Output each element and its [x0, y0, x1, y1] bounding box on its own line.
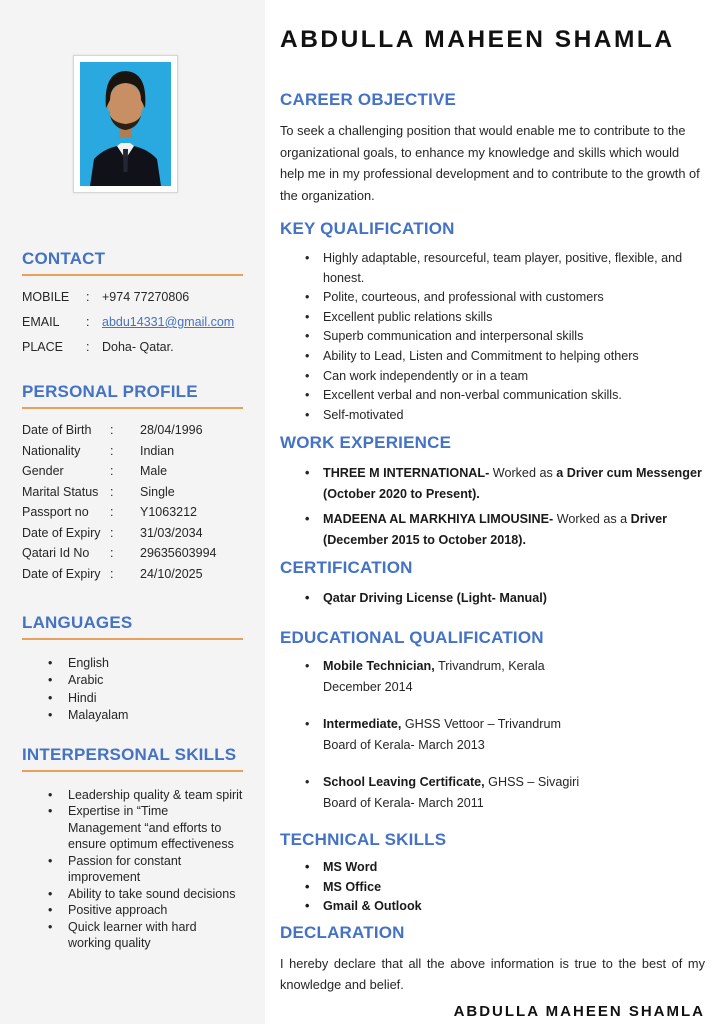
profile-value: 31/03/2034	[140, 525, 203, 540]
contact-heading: CONTACT	[22, 249, 243, 276]
profile-label: Nationality	[22, 443, 81, 458]
profile-row	[22, 424, 243, 437]
company-name: THREE M INTERNATIONAL-	[323, 466, 490, 481]
technical-skill-item: • Gmail & Outlook	[280, 897, 705, 917]
job-role: a Driver cum Messenger	[556, 466, 702, 481]
signature-name: ABDULLA MAHEEN SHAMLA	[453, 1002, 705, 1020]
work-experience-item	[280, 509, 705, 550]
profile-label: Date of Expiry	[22, 566, 101, 581]
contact-value-mobile: +974 77270806	[102, 290, 190, 304]
interpersonal-skill-item: • Leadership quality & team spirit	[22, 787, 243, 804]
work-connector: Worked as a	[556, 512, 628, 527]
profile-label: Date of Expiry	[22, 525, 101, 540]
job-period: (October 2020 to Present).	[323, 486, 480, 501]
work-experience-heading: WORK EXPERIENCE	[280, 433, 452, 453]
colon: :	[110, 484, 114, 499]
profile-row	[22, 527, 243, 540]
contact-row	[22, 341, 243, 354]
interpersonal-skills-heading: INTERPERSONAL SKILLS	[22, 745, 243, 772]
education-line2: Board of Kerala- March 2013	[323, 737, 485, 752]
colon: :	[86, 315, 90, 329]
contact-label: MOBILE	[22, 290, 70, 304]
colon: :	[86, 290, 90, 304]
education-title: School Leaving Certificate,	[323, 775, 485, 790]
certification-list	[280, 588, 705, 608]
education-detail: GHSS – Sivagiri	[488, 775, 580, 790]
key-qualification-list	[280, 249, 705, 425]
profile-photo	[73, 55, 178, 193]
profile-label: Passport no	[22, 505, 89, 519]
education-detail: GHSS Vettoor – Trivandrum	[404, 717, 561, 732]
interpersonal-skill-item: • Expertise in “Time Management “and efforts to ensure optimum effectiveness	[22, 803, 243, 853]
section-technical-skills	[280, 830, 705, 917]
contact-row	[22, 291, 243, 304]
language-item: • Hindi	[22, 690, 243, 708]
language-item: • Malayalam	[22, 707, 243, 725]
profile-row	[22, 486, 243, 499]
key-qualification-item: • Superb communication and interpersonal skills	[280, 327, 705, 347]
job-role: Driver	[630, 512, 668, 527]
career-objective-text: To seek a challenging position that would enable me to contribute to the organizational goals, to enhance my knowledge and skills which would help me in my professional development and to contribute to the growth of the organization.	[280, 123, 700, 203]
contact-label: EMAIL	[22, 315, 60, 329]
key-qualification-item: • Can work independently or in a team	[280, 367, 705, 387]
colon: :	[110, 525, 114, 540]
key-qualification-heading: KEY QUALIFICATION	[280, 219, 455, 238]
colon: :	[86, 340, 90, 354]
section-work-experience	[280, 433, 705, 550]
profile-row	[22, 568, 243, 581]
interpersonal-skill-item: • Ability to take sound decisions	[22, 886, 243, 903]
education-detail: Trivandrum, Kerala	[438, 659, 545, 674]
profile-value: 29635603994	[140, 546, 217, 560]
contact-value-place: Doha- Qatar.	[102, 340, 174, 354]
profile-row	[22, 506, 243, 519]
profile-row	[22, 445, 243, 458]
sidebar	[0, 0, 265, 1024]
interpersonal-skill-item: • Positive approach	[22, 902, 243, 919]
profile-value: Single	[140, 484, 175, 499]
key-qualification-item: • Ability to Lead, Listen and Commitment to helping others	[280, 347, 705, 367]
job-period: (December 2015 to October 2018).	[323, 532, 526, 547]
page-title: ABDULLA MAHEEN SHAMLA	[280, 26, 675, 53]
career-objective-heading: CAREER OBJECTIVE	[280, 90, 457, 109]
certification-item: • Qatar Driving License (Light- Manual)	[280, 588, 705, 608]
languages-heading: LANGUAGES	[22, 613, 243, 640]
profile-label: Gender	[22, 464, 64, 478]
profile-value: Indian	[140, 443, 175, 458]
education-item	[280, 772, 705, 813]
key-qualification-item: • Polite, courteous, and professional with customers	[280, 288, 705, 308]
interpersonal-skills-list	[22, 787, 243, 952]
colon: :	[110, 443, 114, 458]
key-qualification-item: • Excellent public relations skills	[280, 308, 705, 328]
colon: :	[110, 546, 114, 560]
profile-value: 24/10/2025	[140, 566, 203, 581]
main-column	[265, 0, 724, 1020]
key-qualification-item: • Excellent verbal and non-verbal communication skills.	[280, 386, 705, 406]
certification-heading: CERTIFICATION	[280, 558, 413, 578]
declaration-text: I hereby declare that all the above information is true to the best of my knowledge and belief.	[280, 955, 705, 993]
technical-skill-item: • MS Word	[280, 858, 705, 878]
interpersonal-skill-item: • Passion for constant improvement	[22, 853, 243, 886]
profile-row	[22, 465, 243, 478]
email-link[interactable]: abdu14331@gmail.com	[102, 315, 235, 329]
profile-label: Marital Status	[22, 484, 99, 499]
section-educational-qualification	[280, 628, 705, 813]
section-interpersonal-skills	[22, 745, 243, 952]
languages-list	[22, 655, 243, 725]
profile-label: Qatari Id No	[22, 546, 90, 560]
profile-photo-image	[80, 62, 171, 186]
section-declaration	[280, 923, 705, 996]
education-line2: Board of Kerala- March 2011	[323, 795, 484, 810]
work-connector: Worked as	[492, 466, 553, 481]
interpersonal-skill-item: • Quick learner with hard working quality	[22, 919, 243, 952]
key-qualification-item: • Self-motivated	[280, 406, 705, 426]
language-item: • Arabic	[22, 672, 243, 690]
section-personal-profile	[22, 382, 243, 581]
work-experience-item	[280, 463, 705, 504]
company-name: MADEENA AL MARKHIYA LIMOUSINE-	[323, 512, 554, 527]
profile-label: Date of Birth	[22, 423, 92, 437]
technical-skill-item: • MS Office	[280, 878, 705, 898]
section-career-objective	[280, 90, 705, 206]
educational-qualification-heading: EDUCATIONAL QUALIFICATION	[280, 628, 544, 648]
colon: :	[110, 423, 114, 437]
contact-label: PLACE	[22, 340, 63, 354]
education-title: Intermediate,	[323, 717, 402, 732]
section-key-qualification	[280, 219, 705, 425]
section-languages	[22, 613, 243, 725]
language-item: • English	[22, 655, 243, 673]
colon: :	[110, 566, 114, 581]
technical-skills-list	[280, 858, 705, 917]
education-item	[280, 656, 705, 697]
profile-row	[22, 547, 243, 560]
colon: :	[110, 505, 114, 519]
work-experience-list	[280, 463, 705, 550]
education-item	[280, 714, 705, 755]
education-list	[280, 656, 705, 813]
technical-skills-heading: TECHNICAL SKILLS	[280, 830, 447, 850]
personal-profile-heading: PERSONAL PROFILE	[22, 382, 243, 409]
profile-value: Male	[140, 464, 168, 478]
profile-value: 28/04/1996	[140, 423, 203, 437]
section-certification	[280, 558, 705, 608]
key-qualification-item: • Highly adaptable, resourceful, team player, positive, flexible, and honest.	[280, 249, 705, 288]
contact-row	[22, 316, 243, 329]
declaration-heading: DECLARATION	[280, 922, 405, 942]
education-line2: December 2014	[323, 679, 413, 694]
education-title: Mobile Technician,	[323, 659, 435, 674]
profile-value: Y1063212	[140, 505, 198, 519]
colon: :	[110, 464, 114, 478]
section-contact	[22, 249, 243, 354]
